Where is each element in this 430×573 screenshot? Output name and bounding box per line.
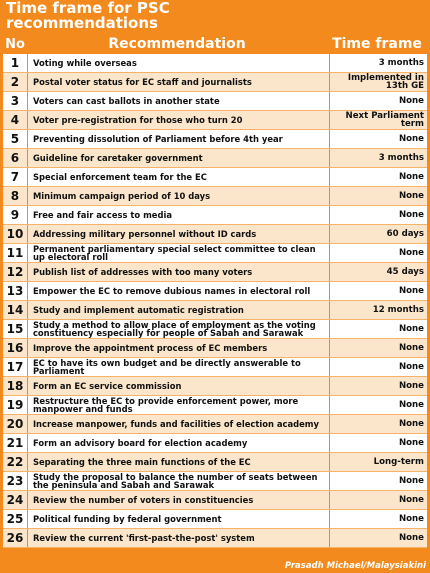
row-recommendation: Restructure the EC to provide enforcement power, more manpower and funds	[28, 396, 330, 414]
title-line-2: recommendations	[6, 14, 158, 32]
row-time-frame: None	[398, 418, 424, 429]
row-recommendation: Form an EC service commission	[28, 377, 330, 395]
row-recommendation: Voting while overseas	[28, 54, 330, 72]
row-recommendation: Improve the appointment process of EC members	[28, 339, 330, 357]
table-row	[3, 149, 427, 168]
row-time-frame: None	[398, 380, 424, 391]
row-recommendation: Postal voter status for EC staff and journalists	[28, 73, 330, 91]
row-recommendation: Addressing military personnel without ID cards	[28, 225, 330, 243]
row-time-frame: Next Parliament term	[345, 110, 424, 129]
row-recommendation: Separating the three main functions of the EC	[28, 453, 330, 471]
row-time-frame: None	[398, 190, 424, 201]
header-time-frame: Time frame	[332, 36, 422, 52]
table-row	[3, 130, 427, 149]
row-number: 1	[3, 54, 28, 72]
row-time-frame: 45 days	[386, 266, 424, 277]
table-row	[3, 111, 427, 130]
row-time-frame: None	[398, 513, 424, 524]
row-recommendation: Review the number of voters in constituencies	[28, 491, 330, 509]
row-number: 13	[3, 282, 28, 300]
row-number: 22	[3, 453, 28, 471]
table-row	[3, 510, 427, 529]
row-number: 2	[3, 73, 28, 91]
row-number: 15	[3, 320, 28, 338]
table-row	[3, 377, 427, 396]
row-recommendation: Voters can cast ballots in another state	[28, 92, 330, 110]
row-recommendation: Study and implement automatic registration	[28, 301, 330, 319]
page-title	[6, 1, 170, 31]
table-row	[3, 472, 427, 491]
row-time-frame: None	[398, 95, 424, 106]
table-row	[3, 453, 427, 472]
credit: Prasadh Michael/Malaysiakini	[284, 561, 426, 571]
title-box	[0, 0, 180, 34]
row-number: 17	[3, 358, 28, 376]
row-recommendation: Review the current 'first-past-the-post' system	[28, 529, 330, 547]
row-time-frame: None	[398, 475, 424, 486]
row-recommendation: Study a method to allow place of employment as the voting constituency especially for people of Sabah and Sarawak	[28, 320, 330, 338]
row-number: 16	[3, 339, 28, 357]
table-row	[3, 54, 427, 73]
row-recommendation: Form an advisory board for election academy	[28, 434, 330, 452]
table-row	[3, 434, 427, 453]
header-recommendation: Recommendation	[108, 36, 246, 52]
row-number: 20	[3, 415, 28, 433]
row-time-frame: None	[398, 285, 424, 296]
header-no: No	[5, 36, 25, 52]
row-number: 3	[3, 92, 28, 110]
row-recommendation: Empower the EC to remove dubious names in electoral roll	[28, 282, 330, 300]
row-time-frame: 12 months	[372, 304, 424, 315]
row-recommendation: Special enforcement team for the EC	[28, 168, 330, 186]
table-header	[3, 34, 427, 54]
table-row	[3, 339, 427, 358]
table-row	[3, 358, 427, 377]
row-time-frame: None	[398, 342, 424, 353]
row-time-frame: None	[398, 399, 424, 410]
row-time-frame: None	[398, 494, 424, 505]
table-row	[3, 301, 427, 320]
row-time-frame: None	[398, 323, 424, 334]
table-row	[3, 282, 427, 301]
row-recommendation: Political funding by federal government	[28, 510, 330, 528]
row-number: 7	[3, 168, 28, 186]
table-row	[3, 320, 427, 339]
row-number: 12	[3, 263, 28, 281]
row-recommendation: Study the proposal to balance the number of seats between the peninsula and Sabah and Sarawak	[28, 472, 330, 490]
row-number: 23	[3, 472, 28, 490]
table-row	[3, 187, 427, 206]
row-recommendation: EC to have its own budget and be directly answerable to Parliament	[28, 358, 330, 376]
table-row	[3, 206, 427, 225]
row-recommendation: Voter pre-registration for those who turn 20	[28, 111, 330, 129]
row-recommendation: Guideline for caretaker government	[28, 149, 330, 167]
row-number: 19	[3, 396, 28, 414]
row-time-frame: None	[398, 437, 424, 448]
row-time-frame: Long-term	[373, 456, 424, 467]
row-number: 6	[3, 149, 28, 167]
row-time-frame: None	[398, 532, 424, 543]
table-row	[3, 415, 427, 434]
row-time-frame: None	[398, 247, 424, 258]
table-row	[3, 225, 427, 244]
row-number: 5	[3, 130, 28, 148]
row-time-frame: None	[398, 133, 424, 144]
row-time-frame: 3 months	[378, 152, 424, 163]
row-number: 11	[3, 244, 28, 262]
title-line-1: Time frame for PSC	[6, 0, 170, 17]
table-row	[3, 263, 427, 282]
row-number: 14	[3, 301, 28, 319]
row-recommendation: Preventing dissolution of Parliament before 4th year	[28, 130, 330, 148]
row-number: 9	[3, 206, 28, 224]
row-time-frame: 60 days	[386, 228, 424, 239]
table-row	[3, 168, 427, 187]
table-row	[3, 244, 427, 263]
table-row	[3, 396, 427, 415]
row-number: 25	[3, 510, 28, 528]
row-recommendation: Free and fair access to media	[28, 206, 330, 224]
row-number: 26	[3, 529, 28, 547]
recommendations-table	[3, 54, 427, 548]
row-time-frame: Implemented in 13th GE	[347, 72, 424, 91]
row-number: 4	[3, 111, 28, 129]
row-number: 8	[3, 187, 28, 205]
row-time-frame: 3 months	[378, 57, 424, 68]
row-recommendation: Permanent parliamentary special select committee to clean up electoral roll	[28, 244, 330, 262]
table-row	[3, 73, 427, 92]
table-row	[3, 92, 427, 111]
row-number: 18	[3, 377, 28, 395]
row-time-frame: None	[398, 361, 424, 372]
row-recommendation: Minimum campaign period of 10 days	[28, 187, 330, 205]
row-recommendation: Increase manpower, funds and facilities of election academy	[28, 415, 330, 433]
table-row	[3, 529, 427, 548]
row-number: 21	[3, 434, 28, 452]
row-number: 24	[3, 491, 28, 509]
row-number: 10	[3, 225, 28, 243]
row-time-frame: None	[398, 171, 424, 182]
row-recommendation: Publish list of addresses with too many voters	[28, 263, 330, 281]
table-row	[3, 491, 427, 510]
row-time-frame: None	[398, 209, 424, 220]
